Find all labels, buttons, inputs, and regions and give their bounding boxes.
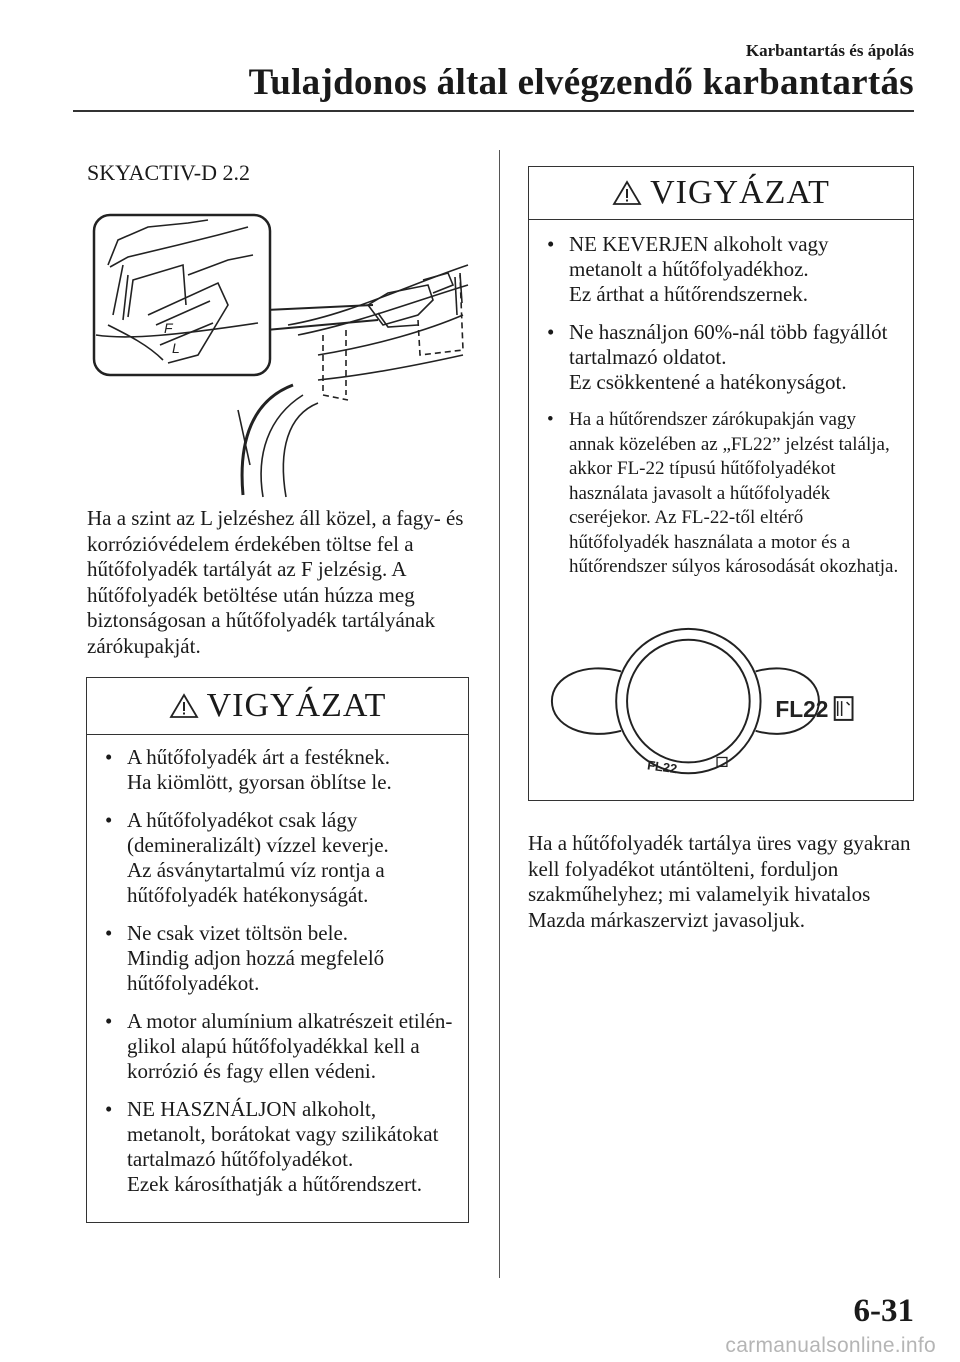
coolant-reservoir-illustration <box>88 205 480 500</box>
caution-item: • A hűtőfolyadékot csak lágy (demineralizált) vízzel keverje. Az ásványtartalmú víz rontja a hűtőfolyadék hatékonyságát. <box>105 808 389 907</box>
caution-item: • A motor alumínium alkatrészeit etilén-glikol alapú hűtőfolyadékkal kell a korrózió és fagy ellen védeni. <box>105 1009 453 1083</box>
chapter-label: Karbantartás és ápolás <box>745 41 914 60</box>
header-divider <box>73 110 914 112</box>
caution-list-right <box>529 220 913 580</box>
radiator-cap-illustration <box>529 622 913 800</box>
column-divider <box>499 150 500 1278</box>
caution-item: • Ne csak vizet töltsön bele. Mindig adjon hozzá megfelelő hűtőfolyadékot. <box>105 921 385 995</box>
caution-item: • NE KEVERJEN alkoholt vagy metanolt a hűtőfolyadékhoz. Ez árthat a hűtőrendszernek. <box>547 232 829 306</box>
l-mark-label: L <box>172 340 180 356</box>
caution-item: • Ne használjon 60%-nál több fagyállót tartalmazó oldatot. Ez csökkentené a hatékonyságot. <box>547 320 888 394</box>
warning-triangle-icon <box>169 693 199 719</box>
caution-header-left <box>87 678 468 735</box>
watermark: carmanualsonline.info <box>725 1334 936 1357</box>
warning-triangle-icon <box>612 180 642 206</box>
caution-header-right <box>529 167 913 220</box>
page-title: Tulajdonos által elvégzendő karbantartás <box>248 62 914 103</box>
caution-box-left <box>86 677 469 1223</box>
caution-item: • A hűtőfolyadék árt a festéknek. Ha kiömlött, gyorsan öblítse le. <box>105 745 392 794</box>
caution-title-right: VIGYÁZAT <box>650 174 830 211</box>
fl22-label: FL22 <box>775 695 829 722</box>
caution-title-left: VIGYÁZAT <box>206 687 387 724</box>
caution-list-left <box>87 735 468 1197</box>
left-paragraph: Ha a szint az L jelzéshez áll közel, a fagy- és korrózióvédelem érdekében töltse fel a hűtőfolyadék tartályát az F jelzésig. A hűtőfolyadék betöltése után húzza meg biztonságosan a hűtőfolyadék tartályának zárókupakját. <box>87 506 464 658</box>
caution-item: • Ha a hűtőrendszer zárókupakján vagy annak közelében az „FL22” jelzést találja, akkor FL-22 típusú hűtőfolyadékot használata javasolt a hűtőfolyadék cseréjekor. Az FL-22-től eltérő hűtőfolyadék használata a motor és a hűtőrendszer súlyos károsodását okozhatja. <box>547 409 899 577</box>
caution-box-right <box>528 166 914 801</box>
page-number: 6-31 <box>853 1293 914 1329</box>
cap-fl22-text: FL22 <box>646 757 679 777</box>
caution-item: • NE HASZNÁLJON alkoholt, metanolt, borátokat vagy szilikátokat tartalmazó hűtőfolyadékot. Ezek károsíthatják a hűtőrendszert. <box>105 1097 439 1196</box>
section-title: SKYACTIV-D 2.2 <box>87 160 250 185</box>
right-paragraph: Ha a hűtőfolyadék tartálya üres vagy gyakran kell folyadékot utántölteni, forduljon szakműhelyhez; mi valamelyik hivatalos Mazda márkaszervizt javasoljuk. <box>528 831 911 932</box>
f-mark-label: F <box>164 320 173 336</box>
